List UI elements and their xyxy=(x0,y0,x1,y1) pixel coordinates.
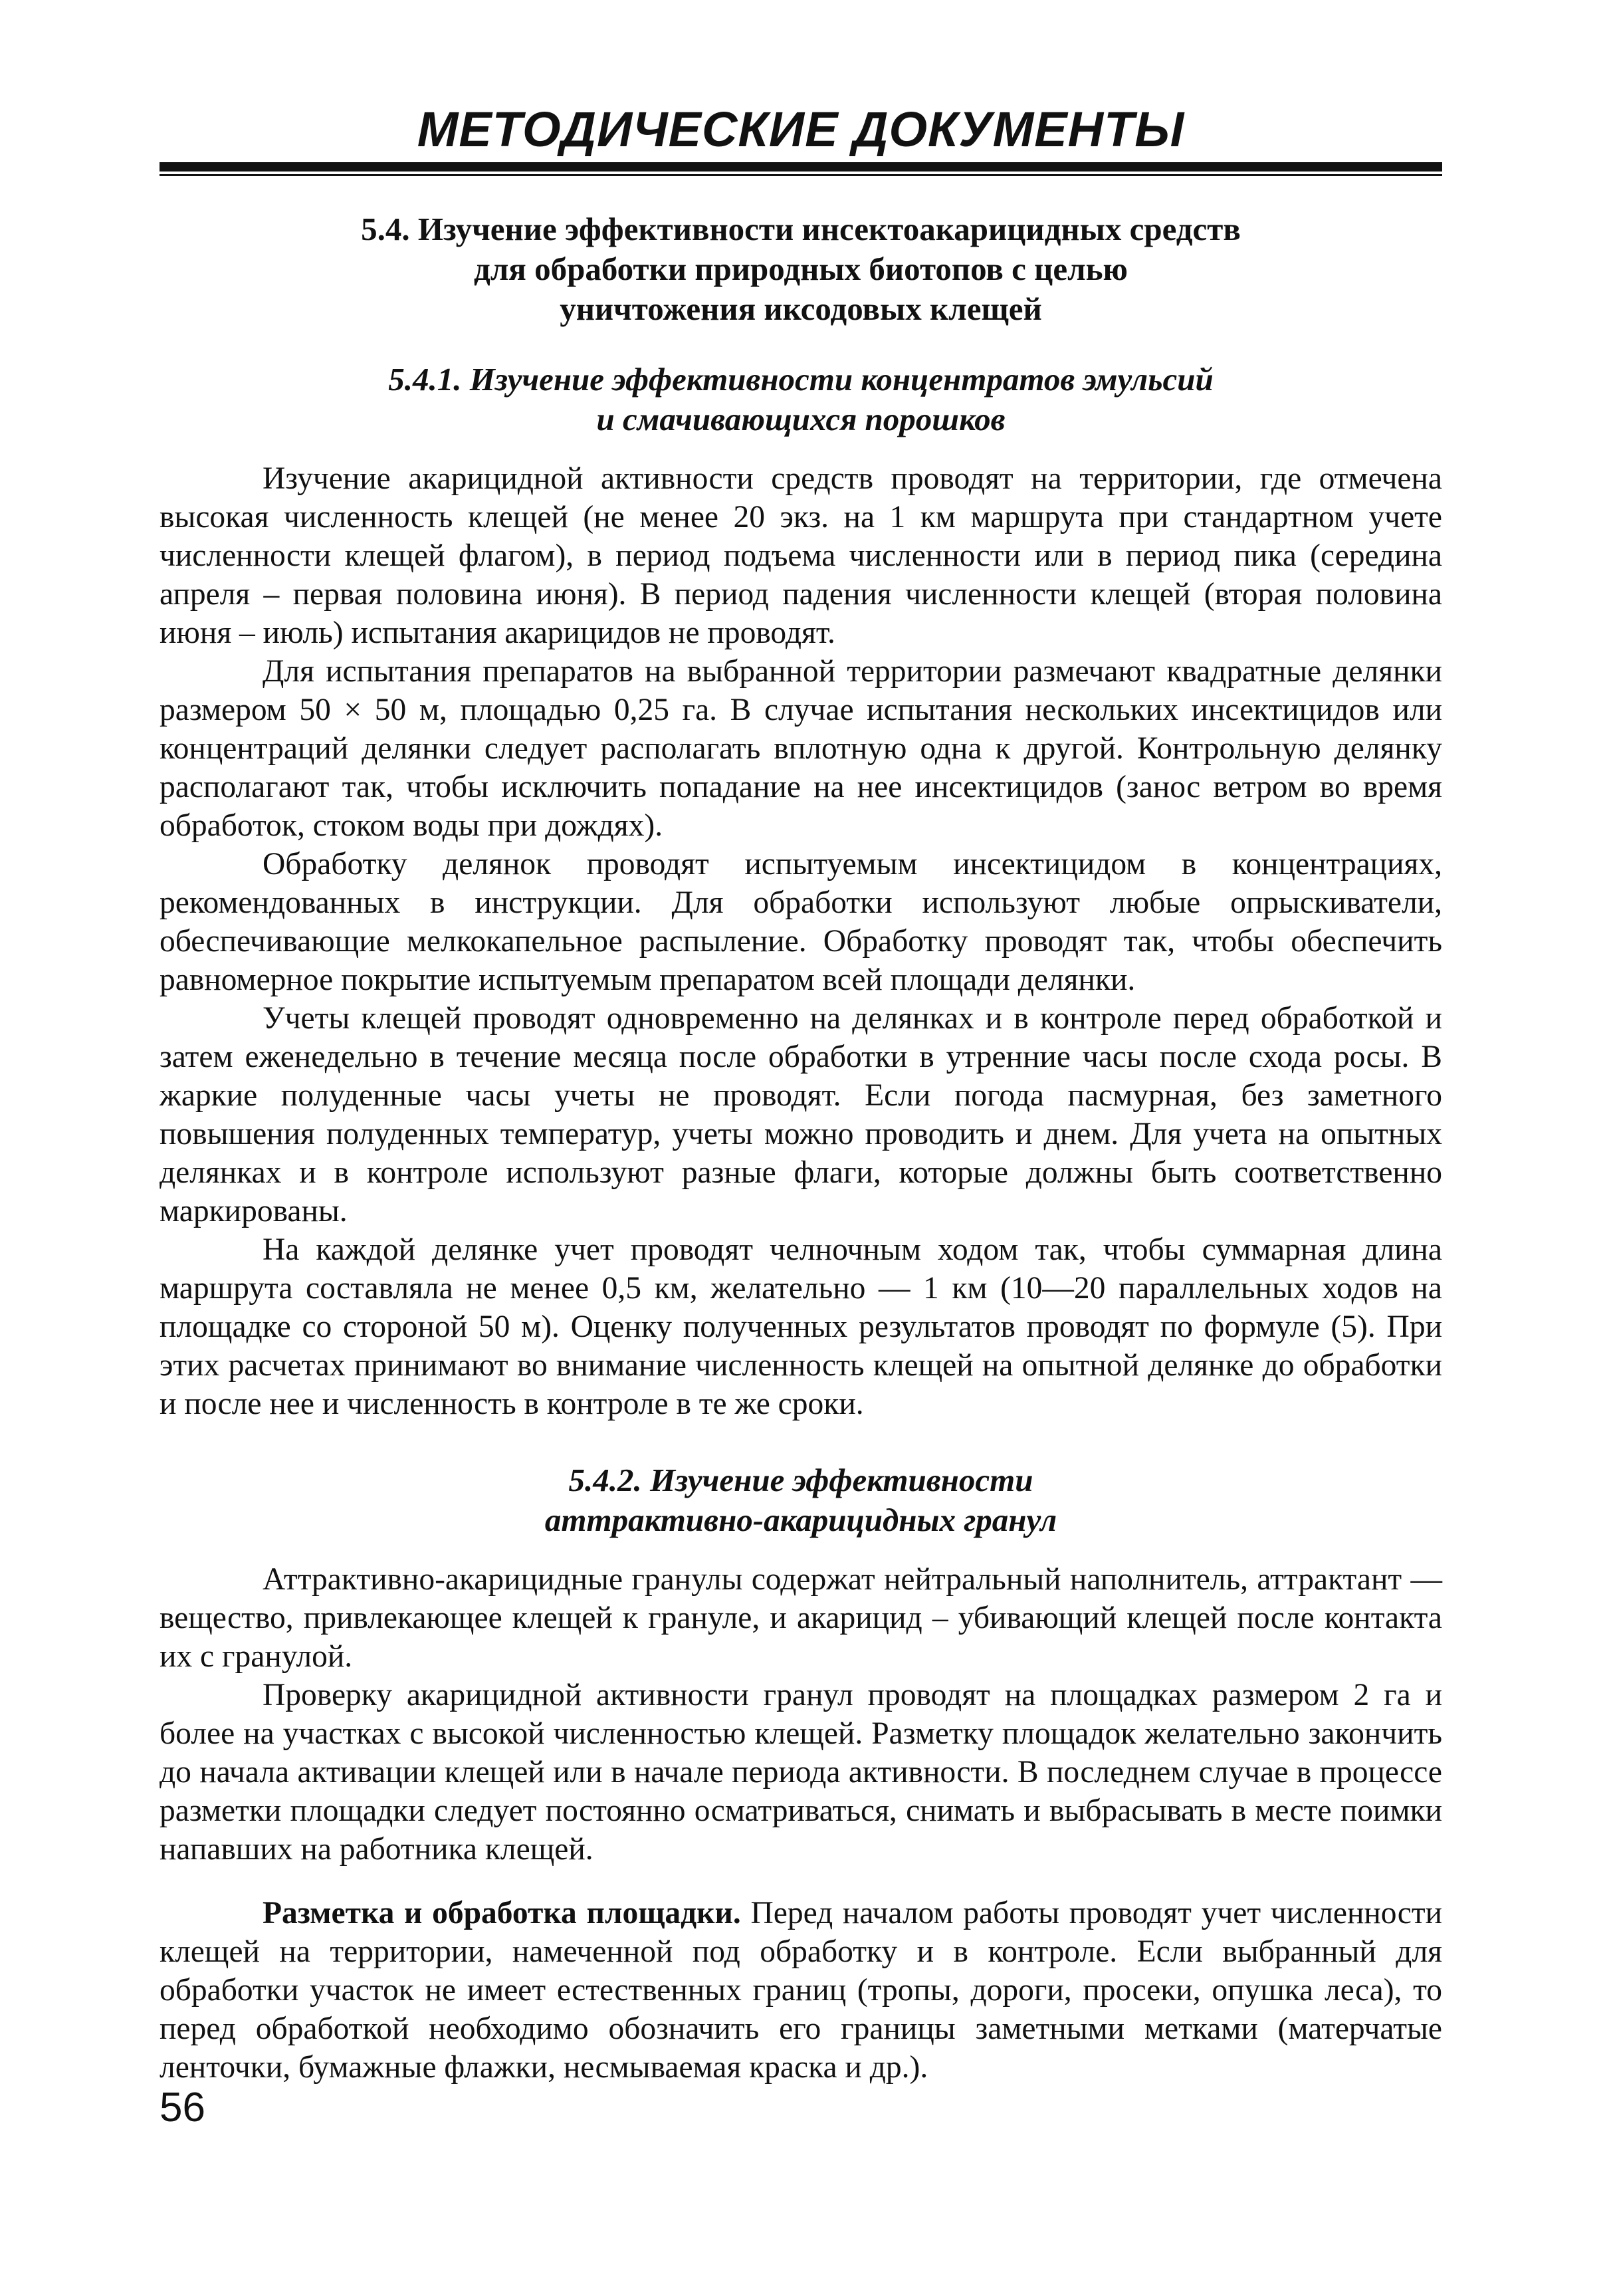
subsection-title-line: 5.4.1. Изучение эффективности концентратов эмульсий xyxy=(388,361,1214,398)
page-number: 56 xyxy=(160,2085,205,2130)
page-content xyxy=(160,209,1442,2087)
header-title: МЕТОДИЧЕСКИЕ ДОКУМЕНТЫ xyxy=(417,102,1185,157)
paragraph: Изучение акарицидной активности средств проводят на территории, где отмечена высокая численность клещей (не менее 20 экз. на 1 км маршрута при стандартном учете численности клещей флагом), в период подъема численности или в период пика (середина апреля – первая половина июня). В период падения численности клещей (вторая половина июня – июль) испытания акарицидов не проводят. xyxy=(160,461,1442,650)
paragraph: Проверку акарицидной активности гранул проводят на площадках размером 2 га и более на участках с высокой численностью клещей. Разметку площадок желательно закончить до начала активации клещей или в начале периода активности. В последнем случае в процессе разметки площадки следует постоянно осматриваться, снимать и выбрасывать в месте поимки напавших на работника клещей. xyxy=(160,1678,1442,1867)
paragraph: Для испытания препаратов на выбранной территории размечают квадратные делянки размером 50 × 50 м, площадью 0,25 га. В случае испытания нескольких инсектицидов или концентраций делянки следует располагать вплотную одна к другой. Контрольную делянку располагают так, чтобы исключить попадание на нее инсектицидов (занос ветром во время обработок, стоком воды при дождях). xyxy=(160,654,1442,843)
section-title-line: 5.4. Изучение эффективности инсектоакарицидных средств xyxy=(361,211,1241,247)
run-in-heading: Разметка и обработка площадки. xyxy=(263,1896,741,1930)
paragraph: Аттрактивно-акарицидные гранулы содержат нейтральный наполнитель, аттрактант — вещество, привлекающее клещей к грануле, и акарицид – убивающий клещей после контакта их с гранулой. xyxy=(160,1562,1442,1674)
subsection-title-line: аттрактивно-акарицидных гранул xyxy=(544,1502,1057,1538)
section-title xyxy=(160,209,1442,329)
header-rule xyxy=(160,162,1442,179)
paragraph-run-in xyxy=(160,1894,1442,2087)
paragraph: На каждой делянке учет проводят челночным ходом так, чтобы суммарная длина маршрута составляла не менее 0,5 км, желательно — 1 км (10—20 параллельных ходов на площадке со стороной 50 м). Оценку полученных результатов проводят по формуле (5). При этих расчетах принимают во внимание численность клещей на опытной делянке до обработки и после нее и численность в контроле в те же сроки. xyxy=(160,1232,1442,1421)
paragraph: Учеты клещей проводят одновременно на делянках и в контроле перед обработкой и затем еженедельно в течение месяца после обработки в утренние часы после схода росы. В жаркие полуденные часы учеты не проводят. Если погода пасмурная, без заметного повышения полуденных температур, учеты можно проводить и днем. Для учета на опытных делянках и в контроле используют разные флаги, которые должны быть соответственно маркированы. xyxy=(160,1001,1442,1228)
subsection-title xyxy=(160,360,1442,439)
section-title-line: уничтожения иксодовых клещей xyxy=(560,290,1042,327)
subsection-title xyxy=(160,1460,1442,1540)
subsection-title-line: 5.4.2. Изучение эффективности xyxy=(568,1462,1033,1498)
paragraph: Обработку делянок проводят испытуемым инсектицидом в концентрациях, рекомендованных в инструкции. Для обработки используют любые опрыскиватели, обеспечивающие мелкокапельное распыление. Обработку проводят так, чтобы обеспечить равномерное покрытие испытуемым препаратом всей площади делянки. xyxy=(160,847,1442,997)
section-title-line: для обработки природных биотопов с целью xyxy=(474,251,1128,287)
subsection-title-line: и смачивающихся порошков xyxy=(596,401,1006,437)
run-in-text: Перед началом работы проводят учет численности клещей на территории, намеченной под обработку и в контроле. Если выбранный для обработки участок не имеет естественных границ (тропы, дороги, просеки, опушка леса), то перед обработкой необходимо обозначить его границы заметными метками (матерчатые ленточки, бумажные флажки, несмываемая краска и др.). xyxy=(160,1896,1443,2085)
running-header xyxy=(160,100,1442,160)
